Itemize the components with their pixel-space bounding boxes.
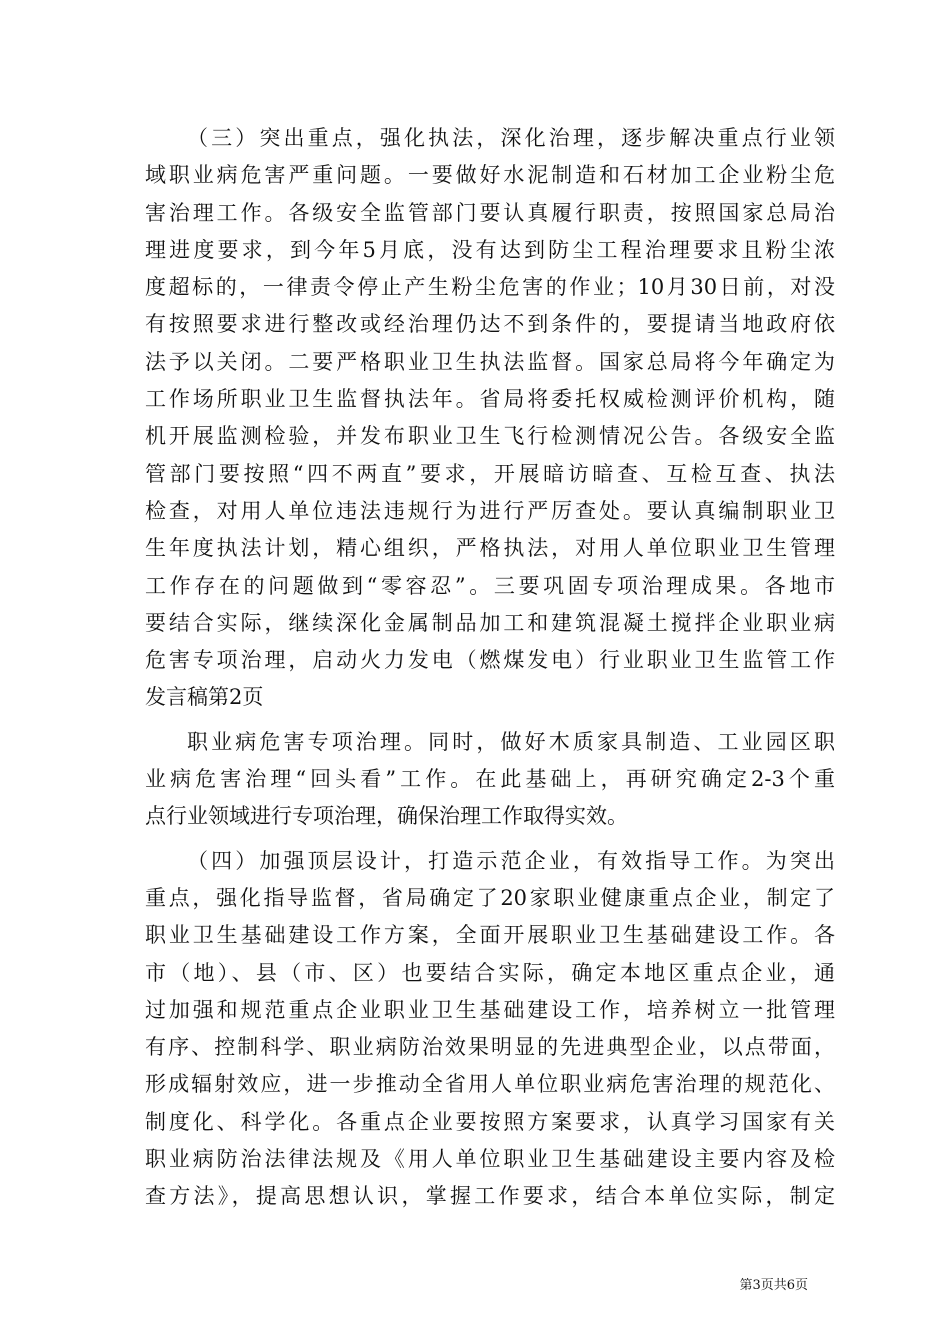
paragraph-line: 害治理工作。各级安全监管部门要认真履行职责，按照国家总局治 bbox=[145, 200, 835, 225]
paragraph-line: 法予以关闭。二要严格职业卫生执法监督。国家总局将今年确定为 bbox=[145, 349, 835, 374]
paragraph-line: 工作存在的问题做到“零容忍”。三要巩固专项治理成果。各地市 bbox=[145, 573, 835, 598]
body-text bbox=[145, 120, 835, 1216]
paragraph-line: 市（地）、县（市、区）也要结合实际，确定本地区重点企业，通 bbox=[145, 960, 835, 985]
paragraph-line: 机开展监测检验，并发布职业卫生飞行检测情况公告。各级安全监 bbox=[145, 424, 835, 449]
paragraph-line: 业病危害治理“回头看”工作。在此基础上，再研究确定2-3个重 bbox=[145, 767, 835, 792]
paragraph-line: 危害专项治理，启动火力发电（燃煤发电）行业职业卫生监管工作 bbox=[145, 648, 835, 673]
paragraph-line: 职业病防治法律法规及《用人单位职业卫生基础建设主要内容及检 bbox=[145, 1147, 835, 1172]
paragraph-line: 有序、控制科学、职业病防治效果明显的先进典型企业，以点带面， bbox=[145, 1035, 835, 1060]
paragraph-line: 度超标的，一律责令停止产生粉尘危害的作业；10月30日前，对没 bbox=[145, 275, 835, 300]
paragraph-line: 域职业病危害严重问题。一要做好水泥制造和石材加工企业粉尘危 bbox=[145, 163, 835, 188]
page-number: 第3页共6页 bbox=[739, 1278, 808, 1293]
paragraph-line: 查方法》，提高思想认识，掌握工作要求，结合本单位实际，制定 bbox=[145, 1184, 835, 1209]
paragraph-line: （四）加强顶层设计，打造示范企业，有效指导工作。为突出 bbox=[187, 848, 835, 873]
spacer bbox=[145, 836, 835, 843]
paragraph-line: 职业病危害专项治理。同时，做好木质家具制造、工业园区职 bbox=[187, 729, 835, 754]
paragraph-line: 工作场所职业卫生监督执法年。省局将委托权威检测评价机构，随 bbox=[145, 387, 835, 412]
paragraph-line: 职业卫生基础建设工作方案，全面开展职业卫生基础建设工作。各 bbox=[145, 923, 835, 948]
paragraph-line: 生年度执法计划，精心组织，严格执法，对用人单位职业卫生管理 bbox=[145, 536, 835, 561]
paragraph-line: 检查，对用人单位违法违规行为进行严厉查处。要认真编制职业卫 bbox=[145, 498, 835, 523]
paragraph-line: 重点，强化指导监督，省局确定了20家职业健康重点企业，制定了 bbox=[145, 885, 835, 910]
paragraph-line: 有按照要求进行整改或经治理仍达不到条件的，要提请当地政府依 bbox=[145, 312, 835, 337]
paragraph-line: 制度化、科学化。各重点企业要按照方案要求，认真学习国家有关 bbox=[145, 1109, 835, 1134]
paragraph-line: 点行业领域进行专项治理，确保治理工作取得实效。 bbox=[145, 804, 628, 829]
paragraph-line: 管部门要按照“四不两直”要求，开展暗访暗查、互检互查、执法 bbox=[145, 461, 835, 486]
paragraph-line: （三）突出重点，强化执法，深化治理，逐步解决重点行业领 bbox=[187, 126, 835, 150]
page-break-note: 发言稿第2页 bbox=[145, 685, 264, 710]
paragraph-line: 形成辐射效应，进一步推动全省用人单位职业病危害治理的规范化、 bbox=[145, 1072, 835, 1097]
paragraph-line: 理进度要求，到今年5月底，没有达到防尘工程治理要求且粉尘浓 bbox=[145, 237, 835, 262]
paragraph-line: 要结合实际，继续深化金属制品加工和建筑混凝土搅拌企业职业病 bbox=[145, 610, 835, 635]
spacer bbox=[145, 717, 835, 724]
paragraph-line: 过加强和规范重点企业职业卫生基础建设工作，培养树立一批管理 bbox=[145, 997, 835, 1022]
